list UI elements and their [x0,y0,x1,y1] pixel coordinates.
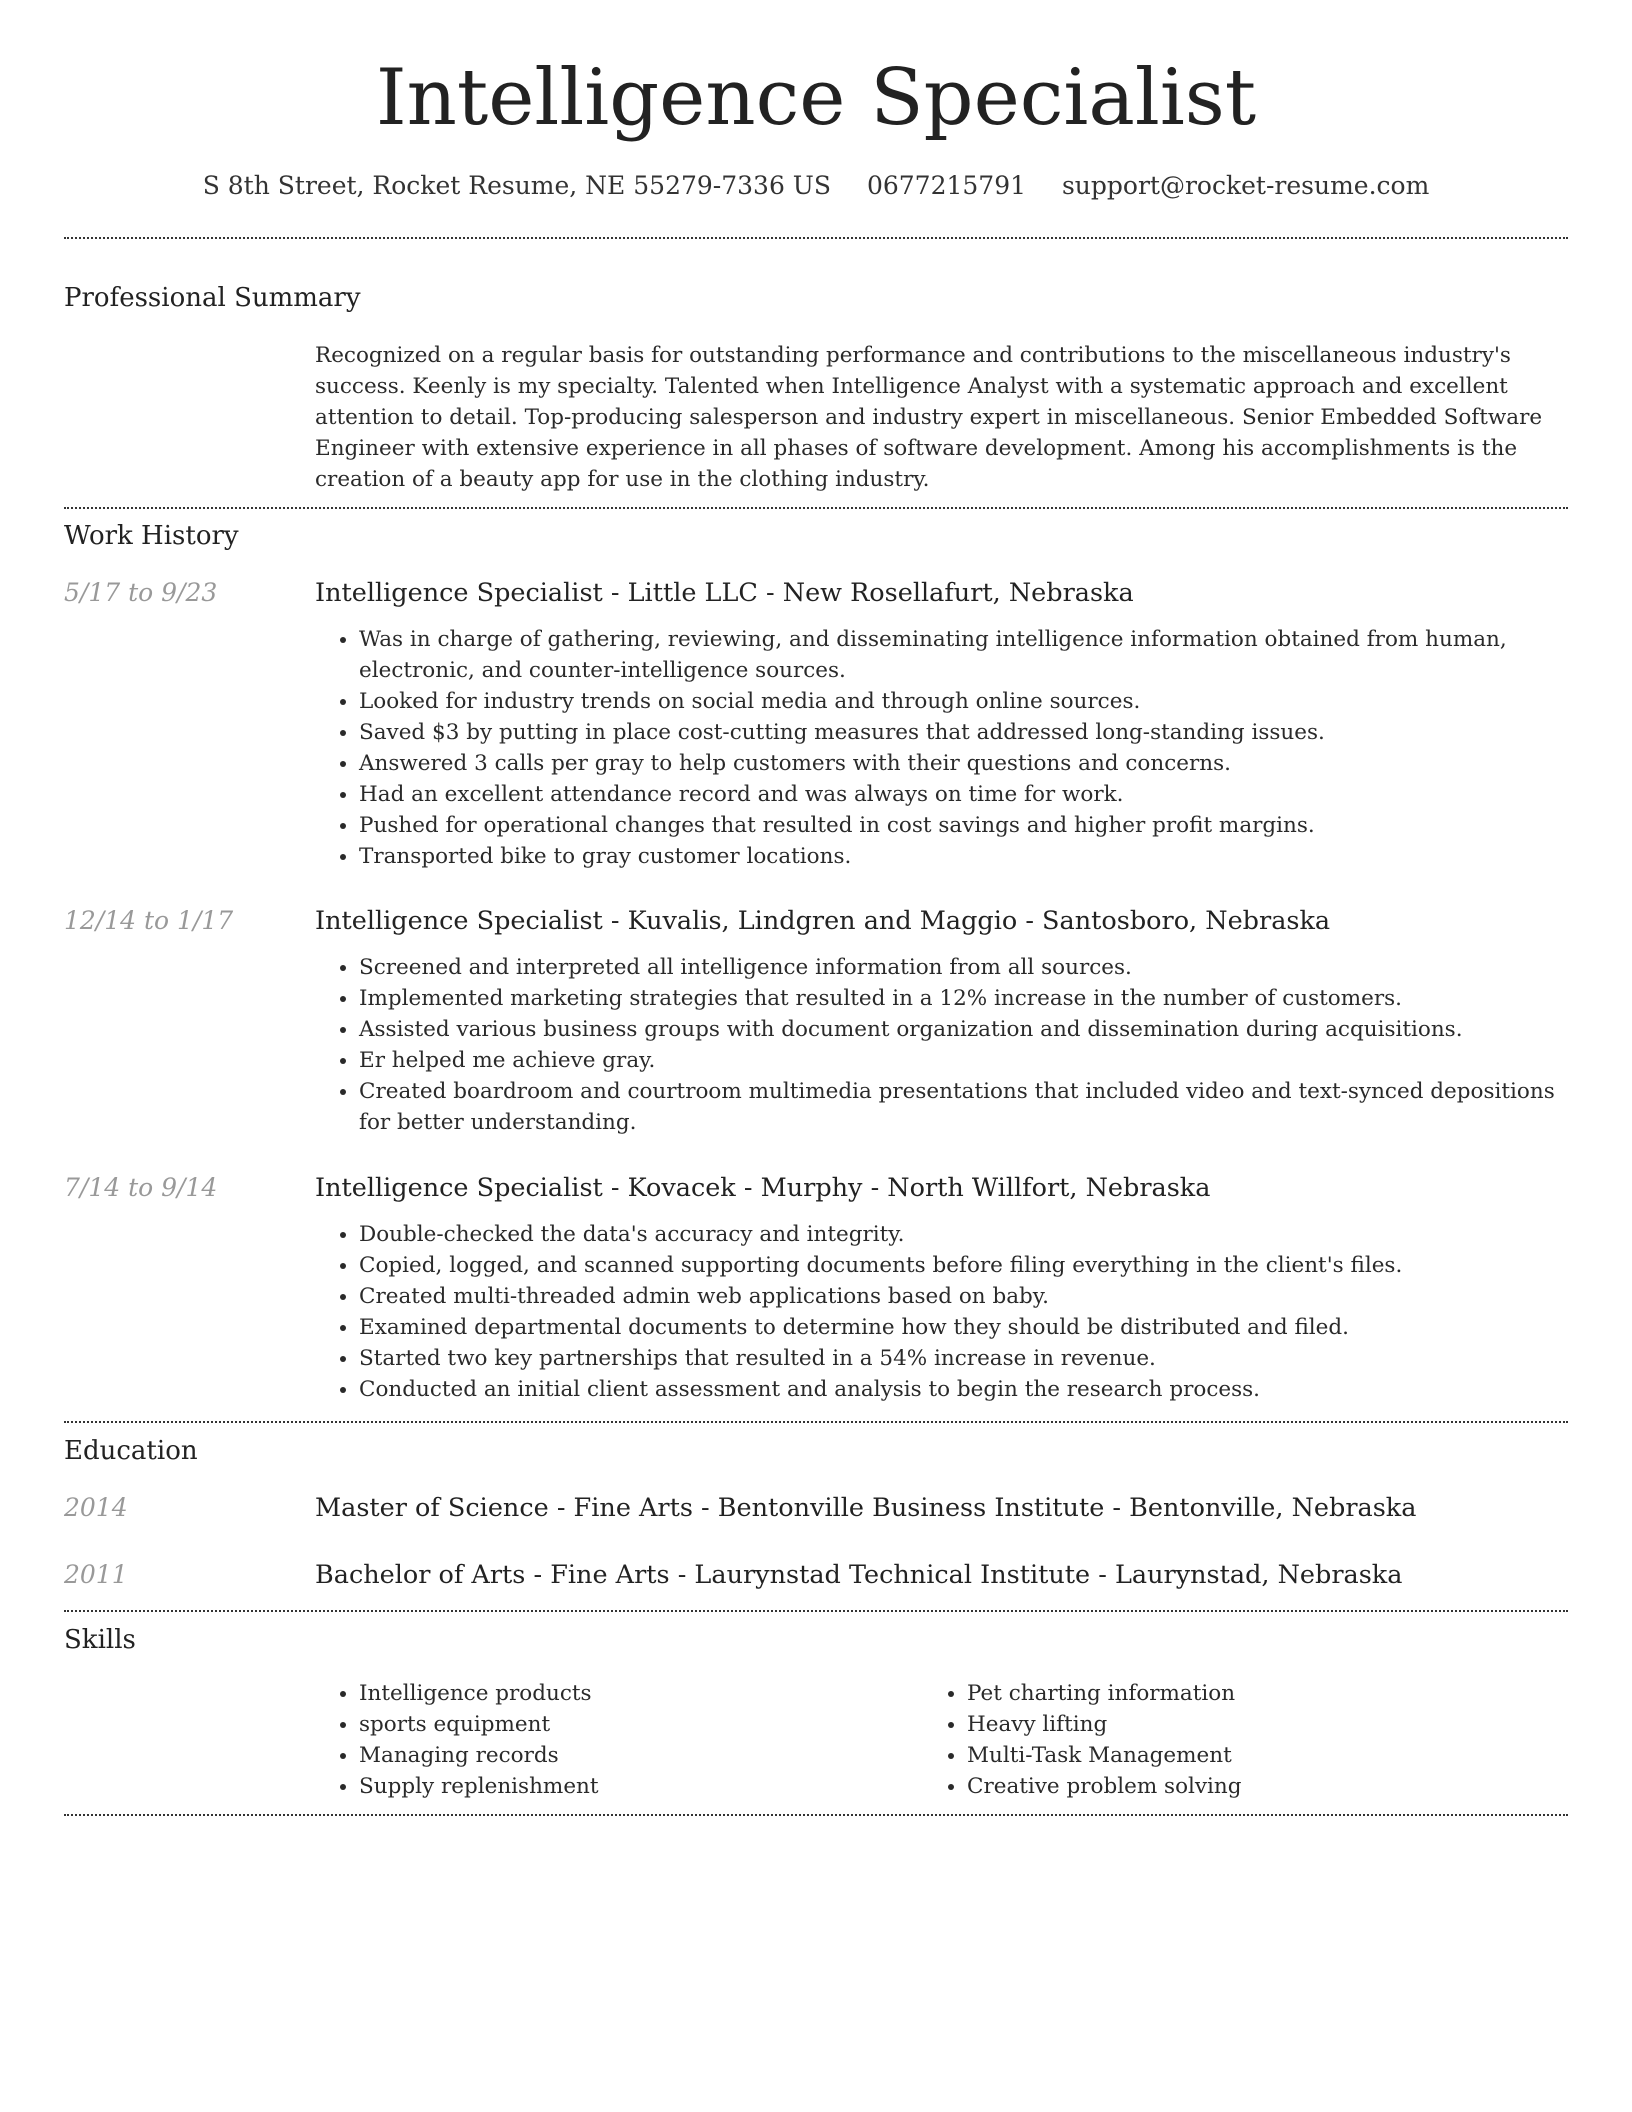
job-title: Intelligence Specialist - Little LLC - New Rosellafurt, Nebraska [315,578,1134,608]
section-title-summary: Professional Summary [64,283,361,313]
list-item: • Looked for industry trends on social media and through online sources. [359,686,1555,717]
list-item: • Transported bike to gray customer locations. [359,841,1555,872]
divider [64,1421,1568,1423]
resume-header [0,48,1632,204]
list-item: • Intelligence products [359,1678,895,1709]
section-title-work: Work History [64,521,239,551]
job-bullets [315,1219,1555,1405]
list-item: • Managing records [359,1740,895,1771]
phone: 0677215791 [866,171,1027,200]
divider [64,507,1568,509]
job-dates: 12/14 to 1/17 [64,906,234,935]
list-item: • sports equipment [359,1709,895,1740]
list-item: • Screened and interpreted all intelligence information from all sources. [359,952,1555,983]
list-item: • Multi-Task Management [967,1740,1503,1771]
education-degree: Master of Science - Fine Arts - Bentonville Business Institute - Bentonville, Nebraska [315,1493,1417,1523]
list-item: • Had an excellent attendance record and was always on time for work. [359,779,1555,810]
list-item: • Assisted various business groups with document organization and dissemination during acquisitions. [359,1014,1555,1045]
job-title: Intelligence Specialist - Kovacek - Murphy - North Willfort, Nebraska [315,1173,1211,1203]
list-item: • Heavy lifting [967,1709,1503,1740]
list-item: • Answered 3 calls per gray to help customers with their questions and concerns. [359,748,1555,779]
list-item: • Examined departmental documents to determine how they should be distributed and filed. [359,1312,1555,1343]
list-item: • Pushed for operational changes that resulted in cost savings and higher profit margins. [359,810,1555,841]
education-year: 2014 [64,1493,128,1522]
job-dates: 5/17 to 9/23 [64,578,218,607]
section-title-education: Education [64,1436,198,1466]
list-item: • Double-checked the data's accuracy and integrity. [359,1219,1555,1250]
list-item: • Created boardroom and courtroom multimedia presentations that included video and text-synced depositions for better understanding. [359,1076,1555,1138]
section-title-skills: Skills [64,1625,136,1655]
page-title: Intelligence Specialist [375,53,1257,143]
list-item: • Started two key partnerships that resulted in a 54% increase in revenue. [359,1343,1555,1374]
list-item: • Saved $3 by putting in place cost-cutting measures that addressed long-standing issues. [359,717,1555,748]
list-item: • Copied, logged, and scanned supporting documents before filing everything in the client's files. [359,1250,1555,1281]
divider [64,237,1568,239]
summary-text: Recognized on a regular basis for outstanding performance and contributions to the miscellaneous industry's success. Keenly is my specialty. Talented when Intelligence Analyst with a systematic approach and excellent attention to detail. Top-producing salesperson and industry expert in miscellaneous. Senior Embedded Software Engineer with extensive experience in all phases of software development. Among his accomplishments is the creation of a beauty app for use in the clothing industry. [315,343,1543,492]
list-item: • Er helped me achieve gray. [359,1045,1555,1076]
address: S 8th Street, Rocket Resume, NE 55279-7336 US [202,171,831,200]
job-dates: 7/14 to 9/14 [64,1173,218,1202]
job-title: Intelligence Specialist - Kuvalis, Lindgren and Maggio - Santosboro, Nebraska [315,906,1331,936]
list-item: • Pet charting information [967,1678,1503,1709]
list-item: • Supply replenishment [359,1771,895,1802]
contact-line [0,168,1632,204]
education-degree: Bachelor of Arts - Fine Arts - Laurynstad Technical Institute - Laurynstad, Nebraska [315,1560,1403,1590]
list-item: • Implemented marketing strategies that resulted in a 12% increase in the number of customers. [359,983,1555,1014]
list-item: • Created multi-threaded admin web applications based on baby. [359,1281,1555,1312]
skills-list-right [923,1678,1503,1802]
list-item: • Conducted an initial client assessment and analysis to begin the research process. [359,1374,1555,1405]
divider [64,1610,1568,1612]
list-item: • Was in charge of gathering, reviewing, and disseminating intelligence information obtained from human, electronic, and counter-intelligence sources. [359,624,1555,686]
job-bullets [315,624,1555,872]
list-item: • Creative problem solving [967,1771,1503,1802]
divider [64,1814,1568,1816]
job-bullets [315,952,1555,1138]
education-year: 2011 [64,1560,128,1589]
email: support@rocket-resume.com [1061,171,1430,200]
skills-list-left [315,1678,895,1802]
